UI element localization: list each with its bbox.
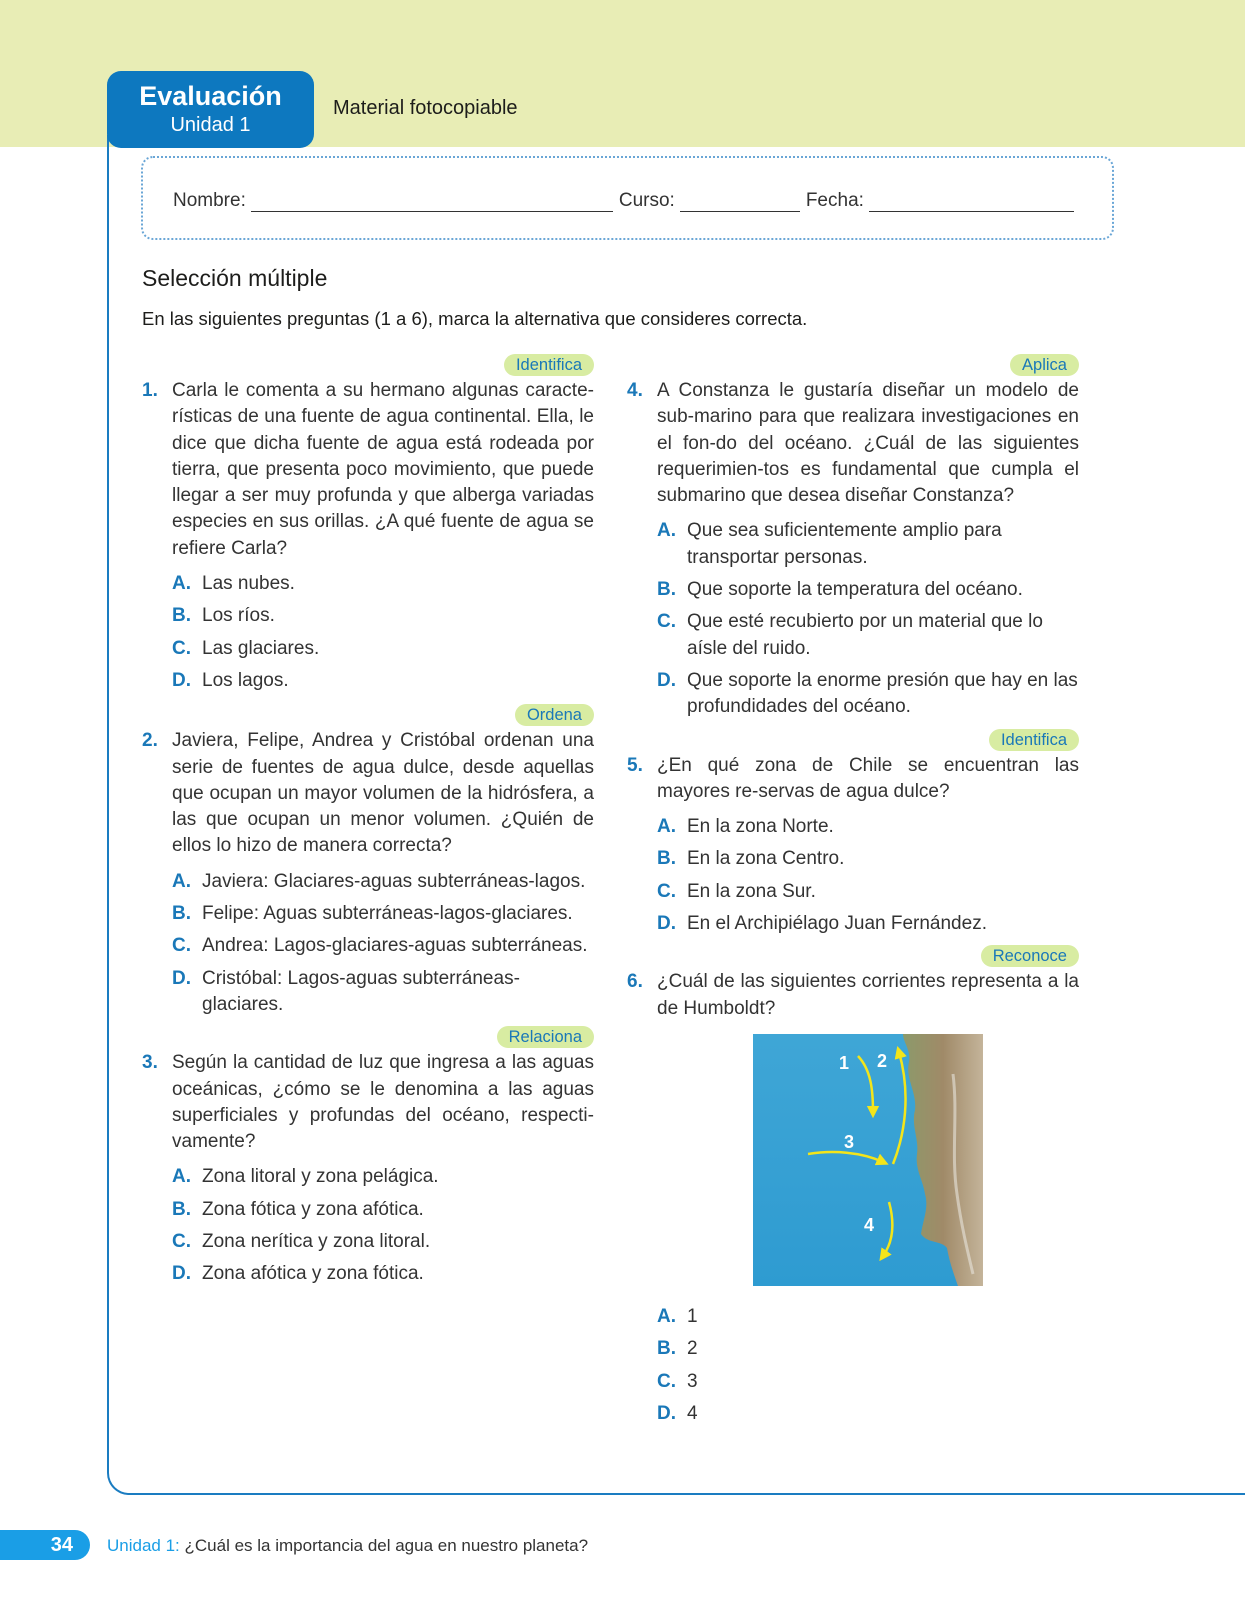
option-c[interactable]: C. Andrea: Lagos-glaciares-aguas subterráneas.	[172, 935, 588, 957]
question-2: 2. Javiera, Felipe, Andrea y Cristóbal ordenan una serie de fuentes de agua dulce, desde aquellas que ocupan un mayor volumen de la hidrósfera, a las que ocupan un menor volumen. ¿Quién de ellos lo hizo de manera correcta?	[142, 728, 594, 859]
option-c[interactable]: C. Zona nerítica y zona litoral.	[172, 1231, 431, 1253]
name-field[interactable]	[251, 194, 613, 212]
footer-unit-label: Unidad 1:	[107, 1536, 180, 1555]
options-list	[657, 814, 1079, 937]
question-text: ¿En qué zona de Chile se encuentran las mayores re-servas de agua dulce?	[657, 754, 1079, 802]
question-text: Carla le comenta a su hermano algunas caracte-rísticas de una fuente de agua continental. Ella, le dice que dicha fuente de agua está rodeada por tierra, que presenta poco movimiento, que puede llegar a ser muy profunda y que alberga variadas especies en sus orillas. ¿A qué fuente de agua se refiere Carla?	[172, 380, 594, 559]
option-d[interactable]: D. Que soporte la enorme presión que hay en las profundidades del océano.	[657, 669, 1078, 718]
name-label: Nombre:	[173, 190, 246, 211]
skill-tag: Identifica	[627, 727, 1079, 753]
option-d[interactable]: D. Cristóbal: Lagos-aguas subterráneas-glaciares.	[172, 967, 520, 1015]
evaluation-tab	[107, 71, 314, 148]
right-column	[627, 352, 1079, 1433]
course-label: Curso:	[618, 190, 675, 211]
date-field[interactable]	[869, 194, 1074, 212]
option-c[interactable]: C. En la zona Sur.	[657, 880, 816, 902]
evaluation-title: Evaluación	[139, 81, 282, 111]
option-b[interactable]: B. Que soporte la temperatura del océano.	[657, 579, 1023, 601]
option-d[interactable]: D. Los lagos.	[172, 669, 289, 691]
map-label-2: 2	[877, 1050, 888, 1071]
option-a[interactable]: A. 1	[657, 1305, 698, 1327]
options-list	[657, 518, 1079, 720]
south-america-land	[903, 1034, 983, 1286]
option-b[interactable]: B. Los ríos.	[172, 605, 275, 627]
options-list	[657, 1304, 1079, 1427]
skill-tag: Relaciona	[142, 1024, 594, 1050]
current-2-arrow	[893, 1052, 906, 1164]
material-label: Material fotocopiable	[333, 97, 518, 119]
currents-map	[753, 1034, 983, 1286]
options-list	[172, 1164, 594, 1287]
map-label-3: 3	[844, 1131, 855, 1152]
skill-tag: Identifica	[142, 352, 594, 378]
option-a[interactable]: A. Las nubes.	[172, 573, 295, 595]
question-1: 1. Carla le comenta a su hermano algunas caracte-rísticas de una fuente de agua continental. Ella, le dice que dicha fuente de agua está rodeada por tierra, que presenta poco movimiento, que puede llegar a ser muy profunda y que alberga variadas especies en sus orillas. ¿A qué fuente de agua se refiere Carla?	[142, 378, 594, 562]
option-b[interactable]: B. En la zona Centro.	[657, 848, 845, 870]
current-1-arrow	[858, 1056, 873, 1112]
option-d[interactable]: D. Zona afótica y zona fótica.	[172, 1263, 424, 1285]
current-4-arrow	[883, 1202, 892, 1256]
page-number: 34	[0, 1530, 90, 1560]
option-a[interactable]: A. Zona litoral y zona pelágica.	[172, 1166, 439, 1188]
student-info-box	[141, 156, 1114, 240]
options-list	[172, 571, 594, 694]
option-d[interactable]: D. 4	[657, 1402, 698, 1424]
footer-unit-title	[107, 1536, 588, 1556]
footer-unit-question: ¿Cuál es la importancia del agua en nuestro planeta?	[184, 1536, 589, 1555]
option-a[interactable]: A. En la zona Norte.	[657, 816, 834, 838]
skill-tag: Ordena	[142, 702, 594, 728]
option-d[interactable]: D. En el Archipiélago Juan Fernández.	[657, 913, 987, 935]
options-list	[172, 869, 594, 1018]
course-field[interactable]	[680, 194, 800, 212]
option-b[interactable]: B. 2	[657, 1338, 698, 1360]
skill-tag: Reconoce	[627, 943, 1079, 969]
question-text: Según la cantidad de luz que ingresa a las aguas oceánicas, ¿cómo se le denomina a las aguas superficiales y profundas del océano, respecti-vamente?	[172, 1052, 594, 1153]
map-graphic	[753, 1034, 983, 1286]
unit-label: Unidad 1	[170, 114, 251, 136]
left-column	[142, 352, 594, 1294]
option-c[interactable]: C. Que esté recubierto por un material que lo aísle del ruido.	[657, 611, 1043, 659]
option-b[interactable]: B. Zona fótica y zona afótica.	[172, 1198, 424, 1220]
question-text: A Constanza le gustaría diseñar un modelo de sub-marino para que realizara investigaciones en el fon-do del océano. ¿Cuál de las siguientes requerimien-tos es fundamental que cumpla el submarino que desea diseñar Constanza?	[657, 380, 1079, 507]
question-4: 4. A Constanza le gustaría diseñar un modelo de sub-marino para que realizara investigaciones en el fon-do del océano. ¿Cuál de las siguientes requerimien-tos es fundamental que cumpla el submarino que desea diseñar Constanza?	[627, 378, 1079, 509]
map-label-4: 4	[864, 1214, 875, 1235]
option-c[interactable]: C. 3	[657, 1370, 698, 1392]
question-6: 6. ¿Cuál de las siguientes corrientes representa a la de Humboldt?	[627, 969, 1079, 1022]
section-instruction: En las siguientes preguntas (1 a 6), marca la alternativa que consideres correcta.	[142, 308, 808, 329]
question-text: Javiera, Felipe, Andrea y Cristóbal ordenan una serie de fuentes de agua dulce, desde aquellas que ocupan un mayor volumen de la hidrósfera, a las que ocupan un menor volumen. ¿Quién de ellos lo hizo de manera correcta?	[172, 730, 594, 857]
option-c[interactable]: C. Las glaciares.	[172, 637, 320, 659]
question-3: 3. Según la cantidad de luz que ingresa a las aguas oceánicas, ¿cómo se le denomina a las aguas superficiales y profundas del océano, respecti-vamente?	[142, 1050, 594, 1155]
skill-tag: Aplica	[627, 352, 1079, 378]
option-a[interactable]: A. Javiera: Glaciares-aguas subterráneas-lagos.	[172, 870, 586, 892]
map-label-1: 1	[839, 1052, 850, 1073]
question-text: ¿Cuál de las siguientes corrientes representa a la de Humboldt?	[657, 971, 1079, 1019]
option-a[interactable]: A. Que sea suficientemente amplio para transportar personas.	[657, 520, 1002, 568]
date-label: Fecha:	[805, 190, 864, 211]
option-b[interactable]: B. Felipe: Aguas subterráneas-lagos-glaciares.	[172, 903, 573, 925]
question-5: 5. ¿En qué zona de Chile se encuentran las mayores re-servas de agua dulce?	[627, 753, 1079, 806]
section-title: Selección múltiple	[142, 265, 328, 291]
